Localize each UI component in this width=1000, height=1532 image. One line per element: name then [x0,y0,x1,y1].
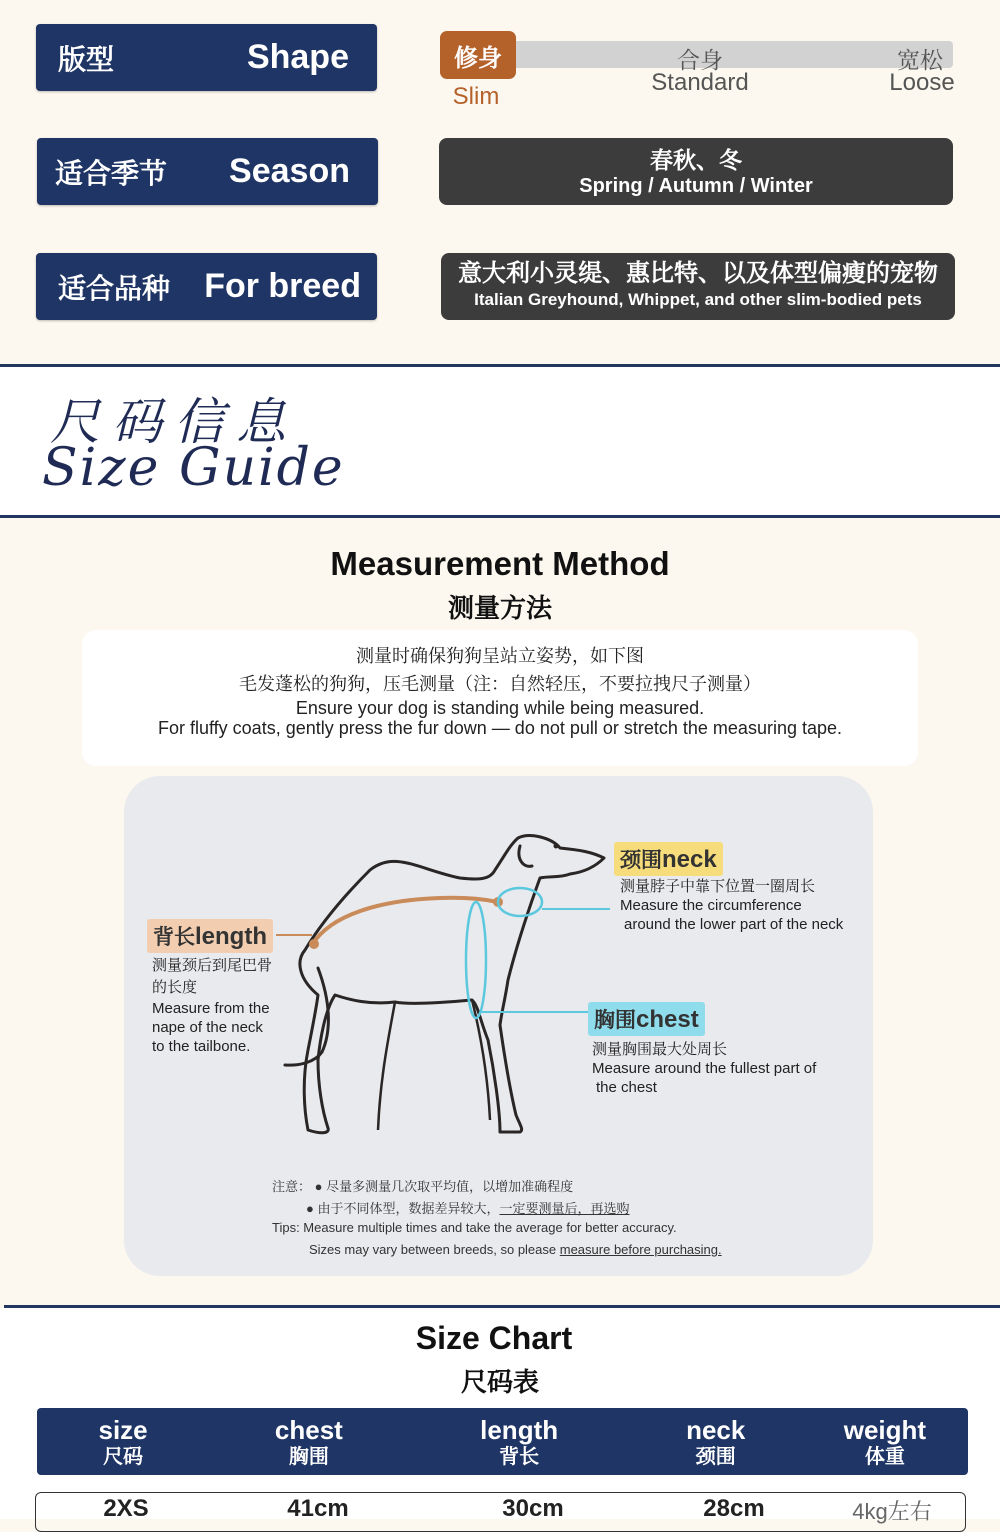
tips-cn-line-1 [272,1176,722,1198]
chest-label-en: chest [636,1006,699,1033]
header-chest-en: chest [274,1414,343,1445]
dog-outline [300,836,604,1133]
length-desc-en-3: to the tailbone. [152,1038,251,1055]
fit-loose-cn: 宽松 [897,47,943,73]
tips-block [272,1176,722,1261]
size-chart-title-cn: 尺码表 [460,1367,539,1397]
header-neck [630,1415,802,1469]
size-chart-title-en: Size Chart [415,1320,573,1356]
tips-en-2b: measure before purchasing. [559,1242,722,1257]
neck-loop [498,888,542,916]
chest-label-cn: 胸围 [594,1009,636,1032]
tips-en-1: Tips: Measure multiple times and take the average for better accuracy. [272,1220,677,1235]
length-desc-cn-2: 的长度 [152,979,198,996]
neck-desc-en-2: around the lower part of the neck [624,916,844,933]
neck-label [614,842,723,876]
chest-desc-en-2: the chest [596,1079,657,1096]
header-weight [802,1415,968,1469]
note-cn-2: 毛发蓬松的狗狗，压毛测量（注：自然轻压，不要拉拽尺子测量） [239,674,761,694]
note-en-2: For fluffy coats, gently press the fur down — do not pull or stretch the measuring tape. [157,718,843,738]
neck-desc-en-1: Measure the circumference [620,897,802,914]
chest-desc [592,1040,816,1097]
length-desc-en-2: nape of the neck [152,1019,263,1036]
tips-cn-2a: 由于不同体型，数据差异较大， [317,1201,500,1216]
neck-label-en: neck [662,846,717,873]
header-chest-cn: 胸围 [288,1445,329,1468]
header-weight-cn: 体重 [864,1445,905,1468]
chest-loop [466,902,486,1018]
measurement-title-en: Measurement Method [330,545,670,582]
dog-ear [519,846,532,866]
length-line [312,898,498,945]
season-tag-en: Season [229,152,350,190]
chest-label [588,1002,705,1036]
fit-slim-cn: 修身 [454,44,502,72]
header-neck-cn: 颈围 [695,1445,736,1468]
length-label-cn: 背长 [153,926,195,949]
chest-desc-cn: 测量胸围最大处周长 [592,1041,728,1058]
note-cn-1: 测量时确保狗狗呈站立姿势，如下图 [356,646,644,666]
neck-label-cn: 颈围 [620,849,662,872]
header-size-cn: 尺码 [103,1445,144,1468]
tips-cn-1: 尽量多测量几次取平均值，以增加准确程度 [326,1179,574,1194]
bullet-icon: ● [314,1179,327,1194]
header-length-cn: 背长 [499,1445,540,1468]
header-chest [209,1415,409,1469]
breed-tag-cn: 适合品种 [58,272,171,304]
table-row [35,1492,966,1532]
breed-tag-en: For breed [204,267,361,305]
cell-neck: 28cm [703,1495,765,1522]
header-size-en: size [98,1414,148,1445]
cell-size: 2XS [103,1495,149,1522]
cell-length: 30cm [502,1495,564,1522]
length-desc [152,955,272,1056]
tips-en-2a: Sizes may vary between breeds, so please [309,1242,560,1257]
header-neck-en: neck [686,1414,746,1445]
note-en-1: Ensure your dog is standing while being measured. [295,698,705,718]
season-value-en: Spring / Autumn / Winter [579,175,813,197]
length-label [147,919,273,953]
fit-slim-en: Slim [452,83,500,110]
header-length-en: length [480,1414,559,1445]
size-chart-header [37,1408,968,1475]
breed-value-en: Italian Greyhound, Whippet, and other slim-bodied pets [474,290,922,309]
length-label-en: length [195,923,267,950]
season-value-cn: 春秋、冬 [650,147,742,173]
dog-eye [554,844,559,849]
header-size [37,1415,209,1469]
size-guide-cn: 尺码信息 [50,393,298,451]
season-tag-cn: 适合季节 [55,157,168,189]
cell-chest: 41cm [287,1495,349,1522]
measurement-title-cn: 测量方法 [447,593,552,623]
fit-loose-en: Loose [889,69,955,96]
chest-desc-en-1: Measure around the fullest part of [592,1060,817,1077]
header-length [409,1415,630,1469]
length-desc-en-1: Measure from the [152,1000,270,1017]
tips-cn-2b: 一定要测量后，再选购 [499,1201,630,1216]
length-start-dot [309,939,319,949]
dog-legs-inner [378,1000,490,1130]
breed-value-cn: 意大利小灵缇、惠比特、以及体型偏瘦的宠物 [458,260,938,287]
length-desc-cn-1: 测量颈后到尾巴骨 [152,957,273,974]
cell-weight: 4kg左右 [852,1499,932,1524]
tips-en-line-2 [272,1239,722,1261]
fit-standard-en: Standard [651,69,749,96]
size-guide-en: Size Guide [42,438,345,498]
bullet-icon: ● [306,1201,318,1216]
header-weight-en: weight [843,1414,927,1445]
tips-label-cn: 注意： [272,1179,312,1194]
neck-desc [620,877,843,934]
shape-tag-en: Shape [246,38,349,76]
neck-desc-cn: 测量脖子中靠下位置一圈周长 [620,878,816,895]
fit-standard-cn: 合身 [677,47,723,73]
shape-tag-cn: 版型 [58,43,115,75]
